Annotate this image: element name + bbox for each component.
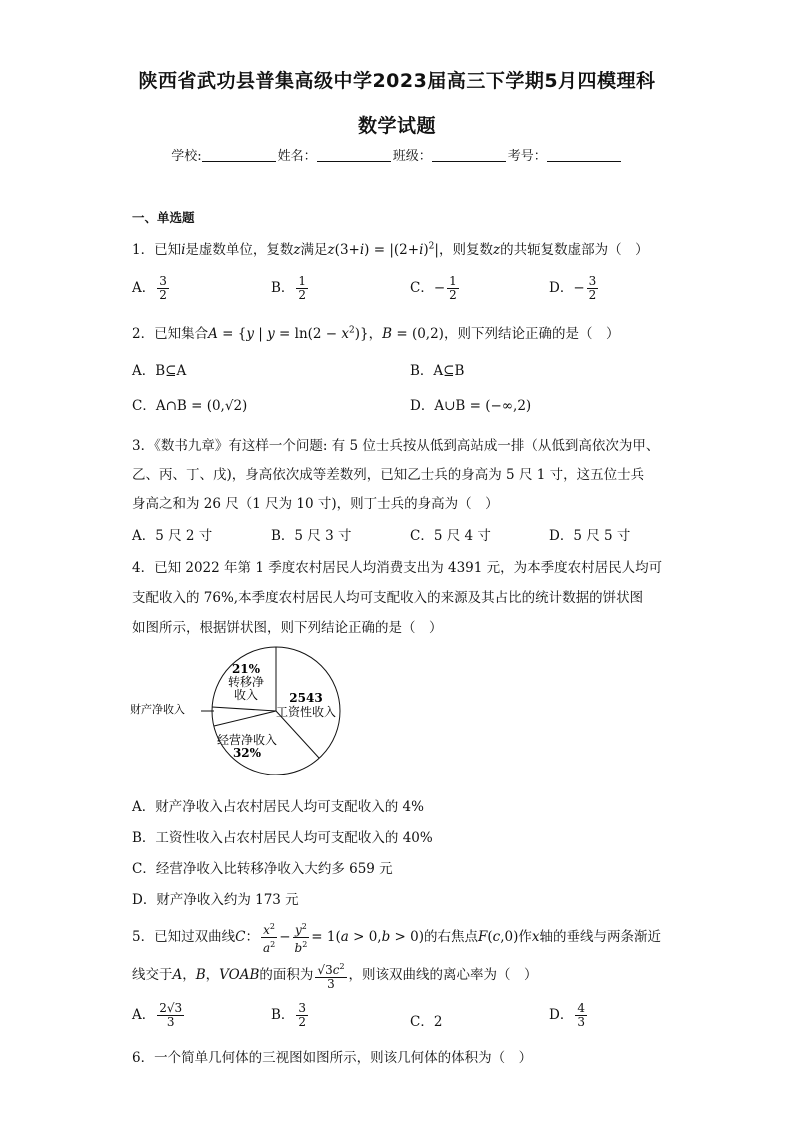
name-field[interactable] bbox=[317, 149, 391, 162]
slice-label-transfer-name-2: 收入 bbox=[233, 688, 259, 702]
q2-text: ，则下列结论正确的是（ ） bbox=[443, 326, 620, 342]
question-5-line-2: 线交于A，B，VOAB的面积为 $\frac{√3c^2}{3}$ ，则该双曲线的离心率为（ ） bbox=[132, 962, 538, 991]
question-4-line-3: 如图所示，根据饼状图，则下列结论正确的是（ ） bbox=[132, 620, 443, 636]
q1-option-a[interactable]: A． $\frac{3}{2}$ bbox=[132, 274, 167, 302]
slice-label-transfer-pct: 21% bbox=[231, 662, 261, 676]
q5-option-a[interactable]: A． $\frac{2√3}{3}$ bbox=[132, 1001, 183, 1029]
question-2: 2．已知集合A = {y | $y = \ln(2 - x^2)$}，B = (0,2)，则下列结论正确的是（ ） bbox=[132, 325, 620, 342]
question-6: 6．一个简单几何体的三视图如图所示，则该几何体的体积为（ ） bbox=[132, 1050, 533, 1066]
slice-label-wage-value: 2543 bbox=[289, 691, 323, 705]
question-5-line-1: 5．已知过双曲线C： $\frac{x^2}{a^2}$ − $\frac{y^2}{b^2}$ = 1(a > 0,b > 0)的右焦点F(c,0)作x轴的垂线与两条渐近 bbox=[132, 922, 661, 955]
q5-option-c[interactable]: C．2 bbox=[410, 1014, 443, 1030]
slice-label-property-name: 财产净收入 bbox=[130, 703, 185, 716]
q1-option-d[interactable]: D．− $\frac{3}{2}$ bbox=[549, 274, 597, 302]
question-3-line-2: 乙、丙、丁、戊)，身高依次成等差数列，已知乙士兵的身高为 5 尺 1 寸，这五位士兵 bbox=[132, 467, 645, 483]
q3-option-b[interactable]: B．5 尺 3 寸 bbox=[271, 528, 352, 544]
name-label: 姓名： bbox=[277, 149, 317, 164]
pie-divider-left-lower bbox=[214, 711, 276, 726]
income-pie-chart bbox=[128, 645, 358, 775]
school-field[interactable] bbox=[202, 149, 276, 162]
q2-text: 2．已知集合 bbox=[132, 326, 209, 342]
q4-option-a[interactable]: A．财产净收入占农村居民人均可支配收入的 4% bbox=[132, 799, 424, 815]
slice-label-transfer-name: 转移净 bbox=[227, 675, 265, 689]
q3-option-a[interactable]: A．5 尺 2 寸 bbox=[132, 528, 213, 544]
question-3-line-3: 身高之和为 26 尺（1 尺为 10 寸)，则丁士兵的身高为（ ） bbox=[132, 496, 499, 512]
q1-text: 是虚数单位，复数 bbox=[185, 242, 294, 258]
q1-text: 1．已知 bbox=[132, 242, 182, 258]
class-label: 班级： bbox=[392, 149, 432, 164]
class-field[interactable] bbox=[432, 149, 506, 162]
q1-option-c[interactable]: C．− $\frac{1}{2}$ bbox=[410, 274, 457, 302]
q5-option-d[interactable]: D． $\frac{4}{3}$ bbox=[549, 1001, 585, 1029]
q1-text: 满足 bbox=[300, 242, 328, 258]
number-label: 考号： bbox=[507, 149, 547, 164]
q3-option-d[interactable]: D．5 尺 5 寸 bbox=[549, 528, 631, 544]
slice-label-business-name: 经营净收入 bbox=[216, 733, 278, 747]
exam-title: 陕西省武功县普集高级中学2023届高三下学期5月四模理科 bbox=[138, 70, 656, 92]
exam-subtitle: 数学试题 bbox=[357, 115, 436, 137]
q2-option-b[interactable]: B．A⊆B bbox=[410, 363, 465, 379]
question-3-line-1: 3．《数书九章》有这样一个问题: 有 5 位士兵按从低到高站成一排（从低到高依次为甲、 bbox=[132, 438, 660, 454]
number-field[interactable] bbox=[547, 149, 621, 162]
slice-label-business-pct: 32% bbox=[232, 746, 262, 760]
q2-option-c[interactable]: C．A∩B = (0,√2) bbox=[132, 398, 248, 414]
q4-option-c[interactable]: C．经营净收入比转移净收入大约多 659 元 bbox=[132, 861, 393, 877]
question-1: 1．已知i是虚数单位，复数z满足$z(3+i) = |(2+i)^2|$，则复数z的共轭复数虚部为（ ） bbox=[132, 241, 649, 258]
q5-option-b[interactable]: B． $\frac{3}{2}$ bbox=[271, 1001, 307, 1029]
q3-option-c[interactable]: C．5 尺 4 寸 bbox=[410, 528, 491, 544]
pie-divider-left-upper bbox=[212, 707, 276, 711]
q2-option-a[interactable]: A．B⊆A bbox=[132, 363, 187, 379]
q1-option-b[interactable]: B． $\frac{1}{2}$ bbox=[271, 274, 307, 302]
question-4-line-2: 支配收入的 76%,本季度农村居民人均可支配收入的来源及其占比的统计数据的饼状图 bbox=[132, 590, 644, 606]
school-label: 学校: bbox=[171, 149, 202, 164]
q4-option-d[interactable]: D．财产净收入约为 173 元 bbox=[132, 892, 299, 908]
student-info-row bbox=[0, 145, 794, 164]
q1-text: 的共轭复数虚部为（ ） bbox=[500, 242, 649, 258]
q1-text: ，则复数 bbox=[438, 242, 493, 258]
question-4-line-1: 4．已知 2022 年第 1 季度农村居民人均消费支出为 4391 元，为本季度农村居民人均可 bbox=[132, 560, 663, 576]
q2-option-d[interactable]: D．A∪B = (−∞,2) bbox=[410, 398, 532, 414]
q4-option-b[interactable]: B．工资性收入占农村居民人均可支配收入的 40% bbox=[132, 830, 433, 846]
slice-label-wage-name: 工资性收入 bbox=[275, 705, 337, 719]
section-title: 一、单选题 bbox=[132, 210, 195, 225]
